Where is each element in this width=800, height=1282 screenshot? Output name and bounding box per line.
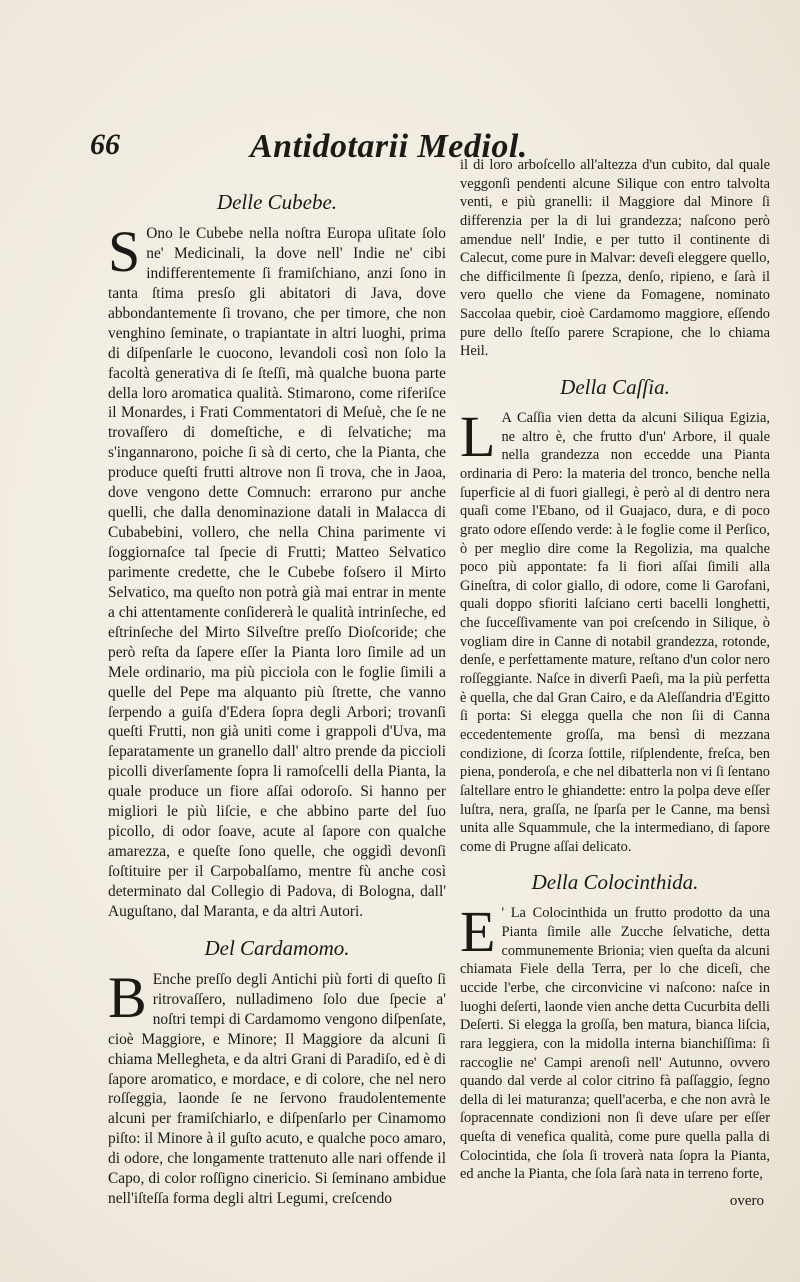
section-text: Enche preſſo degli Antichi più forti di queſto ſi ritrovaſſero, nulladimeno ſolo due ſpecie a' noſtri tempi di Cardamomo vengono diſpenſate, cioè Maggiore, e Minore; Il Maggiore da alcuni ſi chiama Mellegheta, e da altri Grani di Paradiſo, ed è di ſapore aromatico, e mordace, e di colore, che nel nero roſſeggia, laonde ſe ne ſervono fraudolentemente alcuni per framiſchiarlo, e diſpenſarlo per Cinamomo piſto: il Minore à il guſto acuto, e qualche poco amaro, di odore, che longamente trattenuto alle nari offende il Capo, di color roſſigno cinericio. Si ſeminano ambidue nell'iſteſſa forma degli altri Legumi, creſcendo [108,970,446,1208]
left-column [108,160,446,1217]
drop-cap: B [108,964,147,1030]
page-number: 66 [90,128,120,161]
running-title: Antidotarii Mediol. [250,128,528,165]
section-body-cassia [460,404,770,856]
drop-cap: L [460,404,496,470]
section-title-cubebe: Delle Cubebe. [216,190,338,214]
section-text: A Caſſia vien detta da alcuni Siliqua Egizia, ne altro è, che frutto d'un' Arbore, il quale nella grandezza non eccedde una Pianta ordinaria di Pero: la materia del tronco, benche nella ſuperficie al di fuori giallegi, è però al di dentro nera quaſi come l'Ebano, od il Guajaco, dura, e di poco grato odore eſſendo verde: à le foglie come il Perſico, ò per meglio dire come la Regolizia, ma qualche poco più appontate: fa li fiori aſſai ſimili alla Gineſtra, di color giallo, di odore, come li Garofani, quali doppo sfioriti laſciano certi bacelli longhetti, che ſucceſſivamente van poi creſcendo in Silique, ò vogliam dire in Canne di notabil grandezza, rotonde, denſe, e perfettamente mature, reſtano d'un color nero roſſeggiante. Naſce in diverſi Paeſi, ma la più perfetta è quella, che dal Gran Cairo, e da Aleſſandria d'Egitto ſi porta: Si elegga quella che non ſii di Canna eccedentemente groſſa, ma bensì di mezzana condizione, di ſcorza ſottile, riſplendente, freſca, ben piena, ponderoſa, e che nel dibatterla non vi ſi ſentano ſaltellare entro le ghiandette: entro la polpa deve eſſer luſtra, nera, graſſa, ne ſparſa per le Canne, ma bensì unita alle Squammule, che la intermediano, di ſapore come di Prugne aſſai delicato. [460,410,770,855]
section-body-cubebe [108,219,446,922]
right-column [460,156,770,1211]
section-body-colocinthida [460,899,770,1184]
drop-cap: S [108,219,141,284]
catchword: overo [729,1193,764,1210]
section-title-colocinthida: Della Colocinthida. [531,870,699,895]
section-title-cardamomo: Del Cardamomo. [204,935,350,960]
section-body-cardamomo [108,964,446,1209]
section-title-cassia: Della Caſſia. [560,375,670,400]
continuation-text: il di loro arboſcello all'altezza d'un cubito, dal quale veggonſi pendenti alcune Silique con entro talvolta venti, e più granelli: il Maggiore dal Minore ſi differenzia per la di lui grandezza; naſcono però amendue nell' Indie, e per tutto il continente di Calecut, come pure in Malvar: deveſi eleggere quello, che difficilmente ſi ſpezza, denſo, ripieno, e ſarà il vero quello che viene da Fomagene, nominato Saccolaa quebir, cioè Cardamomo maggiore, eſſendo pure dello ſteſſo parere Scrapione, che lo chiama Heil. [460,157,770,360]
section-text: ' La Colocinthida un frutto prodotto da una Pianta ſimile alle Zucche ſelvatiche, detta communemente Brionia; vien queſta da alcuni chiamata Fiele della Terra, per lo che diceſi, che uccide l'erbe, che circonvicine vi naſcono: naſce in luoghi deſerti, laonde vien anche detta Cucurbita delli Deſerti. Si elegga la groſſa, ben matura, bianca liſcia, rara leggiera, con la midolla interna bianchiſſima: ſi raccoglie ne' Campi arenoſi nell' Autunno, ovvero quando dal verde al color citrino fà paſſaggio, ſegno della di lei maturanza; quell'acerba, e che non avrà le ſopracennate condizioni non ſi deve uſare per eſſer queſta di venefica qualità, come pure quella palla di Colocintida, che ſola ſi troverà nata ſopra la Pianta, ed anche la Pianta, che ſola ſarà nata in terreno forte, [460,905,770,1183]
drop-cap: E [460,899,496,965]
section-text: Ono le Cubebe nella noſtra Europa uſitate ſolo ne' Medicinali, la dove nell' Indie ne' cibi indifferentemente ſi framiſchiano, anzi ſono in tanta ſtima presſo gli abitatori di Java, dove abbondantemente ſi trovano, che per timore, che non venghino ſeminate, o trapiantate in altri luoghi, prima di diſpenſarle le cuocono, levandoli così non ſolo la facoltà generativa di ſe ſteſſi, mà qualche buona parte della loro aromatica qualità. Stimarono, come riferiſce il Monardes, i Frati Commentatori di Meſuè, che ſe ne trovaſſero di domeſtiche, e di ſelvatiche; ma s'ingannarono, poiche ſi sà di certo, che la Pianta, che produce queſti frutti altrove non ſi trova, che in Jaoa, dove vengono dette Comnuch: errarono pur anche quelli, che dalla denominazione datali in Malacca di Cubabebini, vollero, che nella China parimente vi ſoggiornaſce tal ſpecie di Frutti; Matteo Selvatico parimente credette, che le Cubebe foſsero il Mirto Selvatico, ma queſto non potrà già mai entrar in mente a chi attentamente conſidererà le qualità intrinſeche, ed eſtrinſeche del Mirto Silveſtre preſſo Dioſcoride; che però reſta da ſapere eſſer la Pianta loro ſimile ad un Mele ordinario, ma più picciola con le foglie ſimili a quelle del Pepe ma alquanto più ſtrette, che vanno ſerpendo a guiſa d'Edera ſopra degli Arbori; trovanſi queſti Frutti, non già uniti come i grappoli d'Uva, ma ſeparatamente un granello dall' altro prende da piccioli picolli diverſamente ſopra li ramoſcelli della Pianta, la quale produce un fiore aſſai odoroſo. Si hanno per migliori le più liſcie, e che abbino parte del ſuo picollo, di odor ſoave, acute al ſapore con qualche amarezza, e queſte ſono quelle, che oggidì devonſi ſoſtituire per il Carpobalſamo, mentre fù anche così determinato dal Collegio di Padova, di Bologna, dall' Auguſtano, dal Maranta, e da altri Autori. [108,225,446,920]
